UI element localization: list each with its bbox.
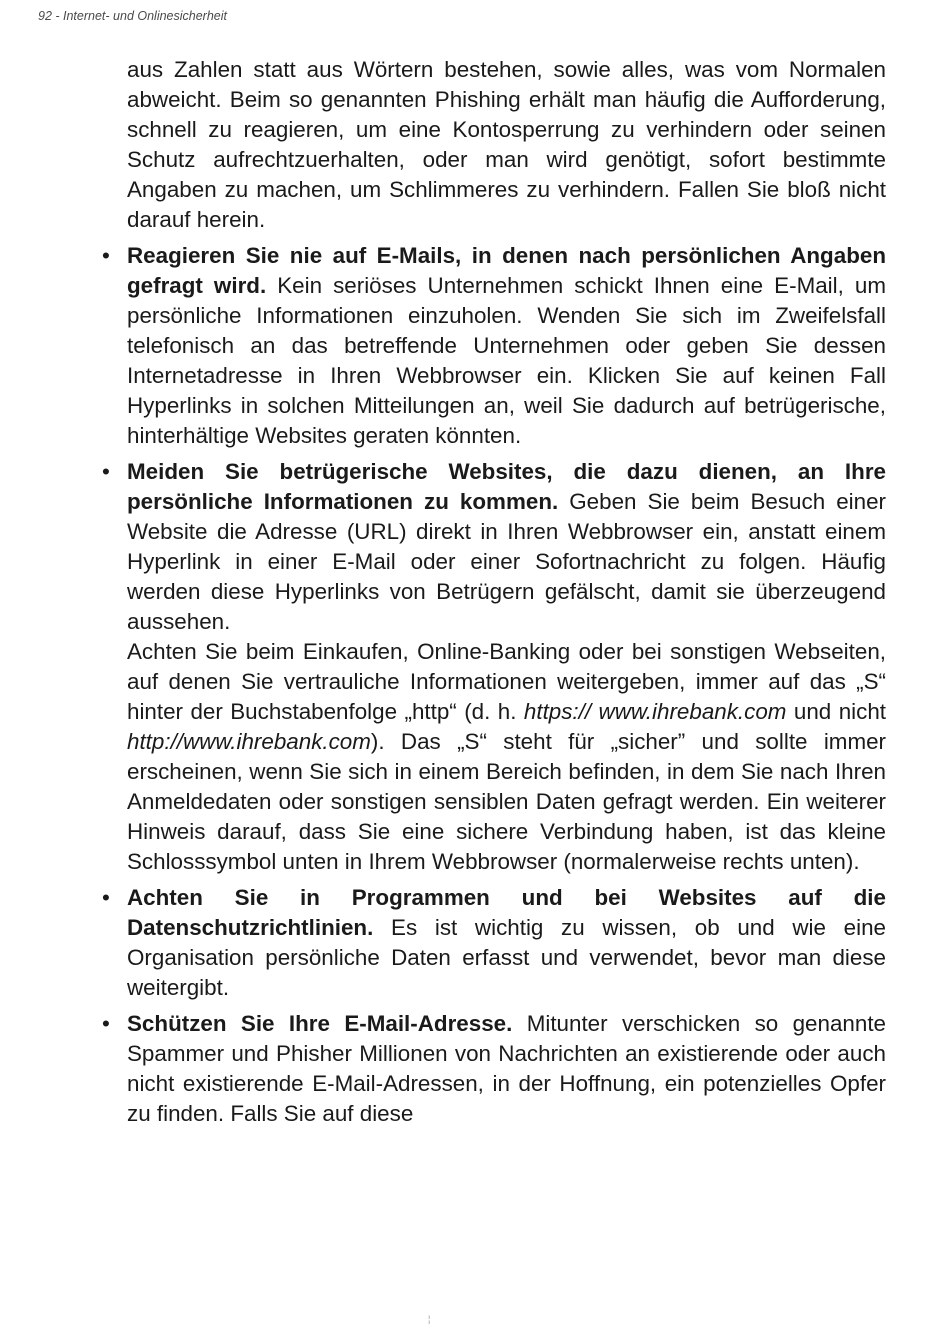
list-item-text: Es ist wichtig zu wissen, ob und wie eine Organisation persönliche Daten erfasst und verwendet, bevor man diese weitergibt. (127, 915, 886, 1000)
tips-list (127, 241, 886, 1129)
list-item-paragraph (127, 883, 886, 1003)
page-marker: ¦ (428, 1314, 431, 1324)
intro-paragraph: aus Zahlen statt aus Wörtern bestehen, sowie alles, was vom Normalen abweicht. Beim so genannten Phishing erhält man häufig die Aufforderung, schnell zu reagieren, um eine Kontosperrung zu verhindern oder seinen Schutz aufrechtzuerhalten, oder man wird genötigt, sofort bestimmte Angaben zu machen, um Schlimmeres zu verhindern. Fallen Sie bloß nicht darauf herein. (127, 57, 886, 232)
running-header: 92 - Internet- und Onlinesicherheit (38, 9, 227, 23)
list-item-paragraph-2 (127, 637, 886, 877)
example-url-http: http://www.ihrebank.com (127, 729, 371, 754)
list-item-heading: Reagieren Sie nie auf E-Mails, in denen nach persönlichen Angaben gefragt wird. (127, 243, 886, 298)
body-text (127, 55, 886, 1129)
list-item-text: ). Das „S“ steht für „sicher” und sollte immer erscheinen, wenn Sie sich in einem Bereich befinden, in dem Sie nach Ihren Anmeldedaten oder sonstigen sensiblen Daten gefragt werden. Ein weiterer Hinweis darauf, dass Sie eine sichere Verbindung haben, ist das kleine Schlosssymbol unten in Ihrem Webbrowser (normalerweise rechts unten). (127, 729, 886, 874)
list-item-heading: Achten Sie in Programmen und bei Websites auf die Datenschutzrichtlinien. (127, 885, 886, 940)
list-item-heading: Meiden Sie betrügerische Websites, die dazu dienen, an Ihre persönliche Informationen zu kommen. (127, 459, 886, 514)
list-item-paragraph (127, 1009, 886, 1129)
example-url-https: https:// www.ihrebank.com (523, 699, 787, 724)
list-item (127, 457, 886, 877)
list-item-paragraph (127, 457, 886, 637)
list-item-paragraph (127, 241, 886, 451)
list-item-text: Geben Sie beim Besuch einer Website die Adresse (URL) direkt in Ihren Webbrowser ein, anstatt einem Hyperlink in einer E-Mail oder einer Sofortnachricht zu folgen. Häufig werden diese Hyperlinks von Betrügern gefälscht, damit sie überzeugend aussehen. (127, 489, 886, 634)
list-item-text: und nicht (786, 699, 886, 724)
list-item-text: Achten Sie beim Einkaufen, Online-Banking oder bei sonstigen Webseiten, auf denen Sie vertrauliche Informationen weitergeben, immer auf das „S“ hinter der Buchstabenfolge „http“ (d. h. (127, 639, 886, 724)
list-item-text: Mitunter verschicken so genannte Spammer und Phisher Millionen von Nachrichten an existierende oder auch nicht existierende E-Mail-Adressen, in der Hoffnung, ein potenzielles Opfer zu finden. Falls Sie auf diese (127, 1011, 886, 1126)
list-item (127, 1009, 886, 1129)
list-item (127, 883, 886, 1003)
list-item-heading: Schützen Sie Ihre E-Mail-Adresse. (127, 1011, 513, 1036)
list-item-text: Kein seriöses Unternehmen schickt Ihnen eine E-Mail, um persönliche Informationen einzuholen. Wenden Sie sich im Zweifelsfall telefonisch an das betreffende Unternehmen oder geben Sie dessen Internetadresse in Ihren Webbrowser ein. Klicken Sie auf keinen Fall Hyperlinks in solchen Mitteilungen an, weil Sie dadurch auf betrügerische, hinterhältige Websites geraten könnten. (127, 273, 886, 448)
list-item (127, 241, 886, 451)
